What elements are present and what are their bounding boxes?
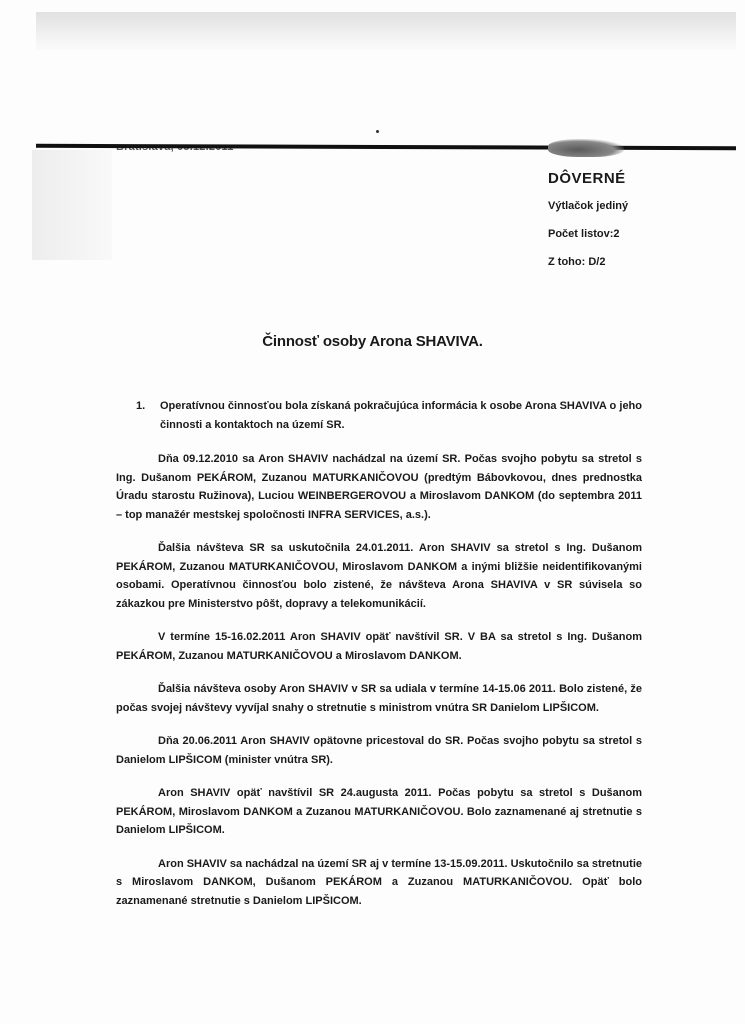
sheet-count: Počet listov:2 [548, 228, 620, 240]
paragraph-7: Aron SHAVIV sa nachádzal na území SR aj v termíne 13-15.09.2011. Uskutočnilo sa stretnutie s Miroslavom DANKOM, Dušanom PEKÁROM a Zuzanou MATURKANIČOVOU. Opäť bolo zaznamenané stretnutie s Danielom LIPŠICOM. [116, 857, 642, 907]
redaction-mark [548, 139, 624, 157]
scan-shadow-left [32, 150, 112, 260]
scan-speck [376, 130, 379, 133]
document-body [116, 397, 642, 925]
of-which: Z toho: D/2 [548, 256, 606, 268]
item-number: 1. [136, 400, 146, 412]
document-title: Činnosť osoby Arona SHAVIVA. [262, 333, 483, 350]
paragraph-1: Dňa 09.12.2010 sa Aron SHAVIV nachádzal na území SR. Počas svojho pobytu sa stretol s Ing. Dušanom PEKÁROM, Zuzanou MATURKANIČOVOU (predtým Bábovkovou, dnes prednostka Úradu starostu Ružinova), Luciou WEINBERGEROVOU a Miroslavom DANKOM (do septembra 2011 – top manažér mestskej spoločnosti INFRA SERVICES, a.s.). [116, 453, 642, 521]
paragraph-3: V termíne 15-16.02.2011 Aron SHAVIV opäť navštívil SR. V BA sa stretol s Ing. Dušanom PEKÁROM, Zuzanou MATURKANIČOVOU a Miroslavom DANKOM. [116, 631, 642, 662]
paragraph-4: Ďalšia návšteva osoby Aron SHAVIV v SR sa udiala v termíne 14-15.06 2011. Bolo zistené, že počas svojej návštevy vyvíjal snahy o stretnutie s ministrom vnútra SR Danielom LIPŠICOM. [116, 683, 642, 714]
item-text: Operatívnou činnosťou bola získaná pokračujúca informácia k osobe Arona SHAVIVA o jeho činnosti a kontaktoch na území SR. [160, 400, 642, 431]
copy-line: Výtlačok jediný [548, 200, 629, 212]
paragraph-5: Dňa 20.06.2011 Aron SHAVIV opätovne pricestoval do SR. Počas svojho pobytu sa stretol s Danielom LIPŠICOM (minister vnútra SR). [116, 735, 642, 766]
paragraph-6: Aron SHAVIV opäť navštívil SR 24.augusta 2011. Počas pobytu sa stretol s Dušanom PEKÁROM, Miroslavom DANKOM a Zuzanou MATURKANIČOVOU. Bolo zaznamenané aj stretnutie s Danielom LIPŠICOM. [116, 787, 642, 836]
scan-shadow-top [36, 12, 736, 50]
classification-block [548, 170, 728, 284]
numbered-item [116, 397, 642, 434]
paragraph-2: Ďalšia návšteva SR sa uskutočnila 24.01.2011. Aron SHAVIV sa stretol s Ing. Dušanom PEKÁROM, Zuzanou MATURKANIČOVOU, Miroslavom DANKOM a inými bližšie neidentifikovanými osobami. Operatívnou činnosťou bolo zistené, že návšteva Arona SHAVIVA v SR súvisela so zákazkou pre Ministerstvo pôšt, dopravy a telekomunikácií. [116, 542, 642, 610]
classification-label: DÔVERNÉ [548, 170, 626, 187]
